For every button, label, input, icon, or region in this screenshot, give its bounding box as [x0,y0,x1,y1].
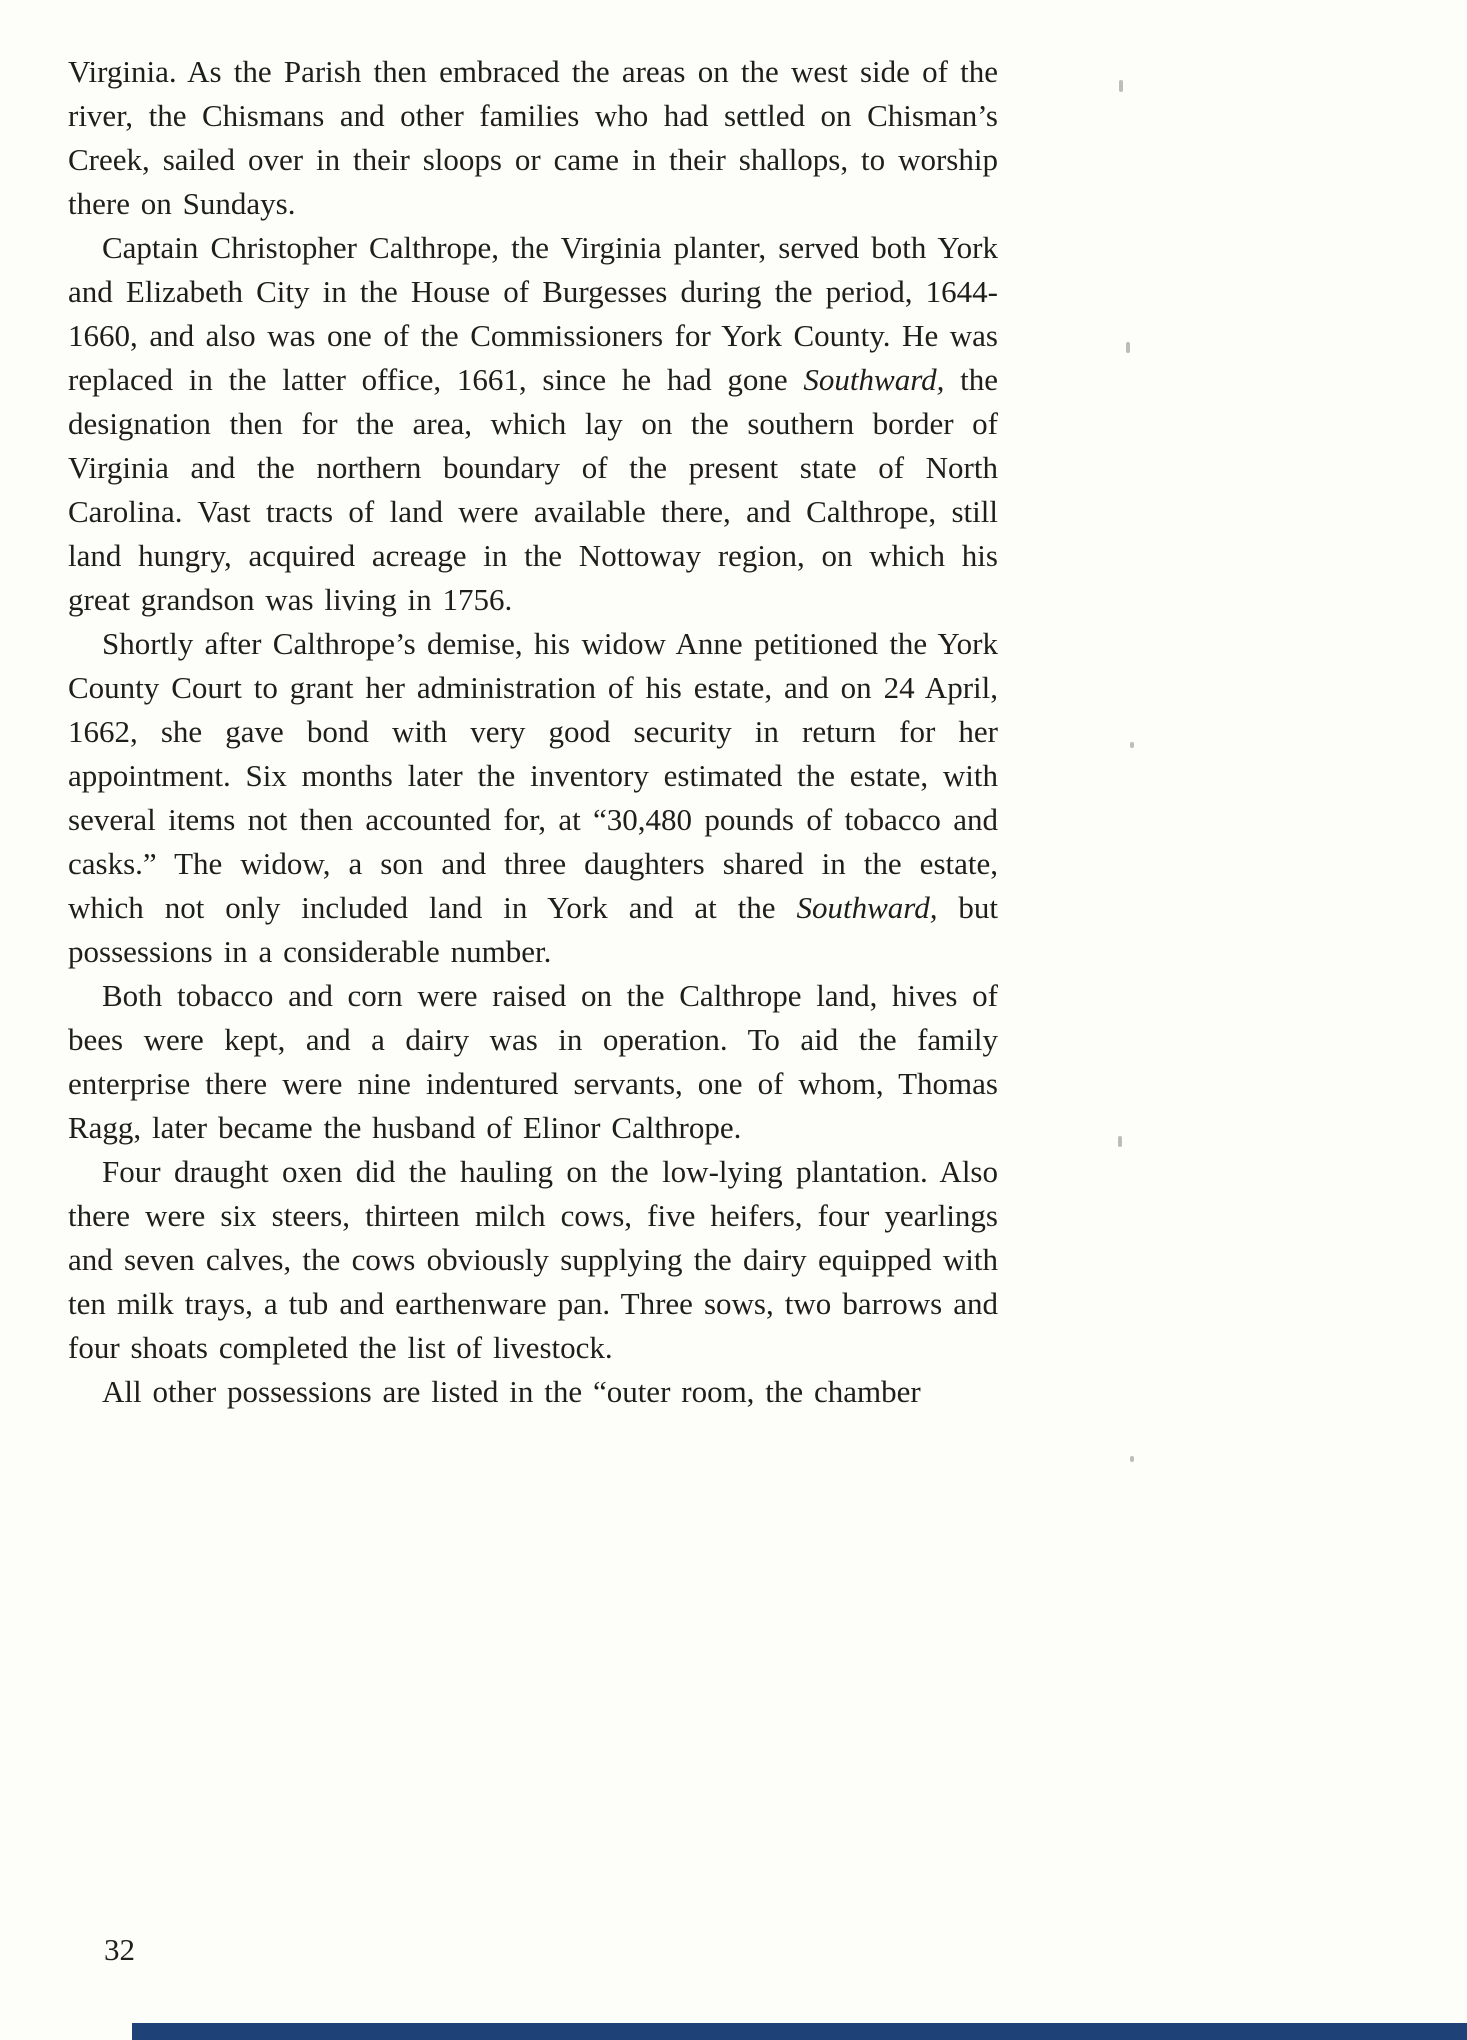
scan-edge-band [132,2023,1467,2040]
text-run: Captain Christopher Calthrope, the Virginia planter, served both York and Elizabeth City in the House of Burgesses during the period, 1644-1660, and also was one of the Commissioners for York County. He was replaced in the latter office, 1661, since he had gone [68,230,998,397]
paragraph [68,622,998,974]
text-run: Four draught oxen did the hauling on the low-lying plantation. Also there were six steers, thirteen milch cows, five heifers, four yearlings and seven calves, the cows obviously supplying the dairy equipped with ten milk trays, a tub and earthenware pan. Three sows, two barrows and four shoats completed the list of livestock. [68,1154,998,1365]
text-run: Both tobacco and corn were raised on the Calthrope land, hives of bees were kept, and a dairy was in operation. To aid the family enterprise there were nine indentured servants, one of whom, Thomas Ragg, later became the husband of Elinor Calthrope. [68,978,998,1145]
scan-speck [1130,1456,1134,1462]
paragraph [68,974,998,1150]
paragraph [68,226,998,622]
scan-speck [1126,342,1130,353]
scan-speck [1130,742,1134,748]
scan-speck [1119,80,1123,92]
paragraph [68,1150,998,1370]
page-text [68,50,998,1414]
italic-text: Southward, [803,362,945,397]
paragraph [68,1370,998,1414]
paragraph [68,50,998,226]
page-number: 32 [104,1932,135,1967]
text-run: All other possessions are listed in the “outer room, the chamber [102,1374,921,1409]
text-run: but possessions in a considerable number. [68,890,998,969]
text-run: Shortly after Calthrope’s demise, his widow Anne petitioned the York County Court to grant her administration of his estate, and on 24 April, 1662, she gave bond with very good security in return for her appointment. Six months later the inventory estimated the estate, with several items not then accounted for, at “30,480 pounds of tobacco and casks.” The widow, a son and three daughters shared in the estate, which not only included land in York and at the [68,626,998,925]
text-run: Virginia. As the Parish then embraced the areas on the west side of the river, the Chismans and other families who had settled on Chisman’s Creek, sailed over in their sloops or came in their shallops, to worship there on Sundays. [68,54,998,221]
scan-speck [1118,1136,1122,1147]
text-run: the designation then for the area, which lay on the southern border of Virginia and the northern boundary of the present state of North Carolina. Vast tracts of land were available there, and Calthrope, still land hungry, acquired acreage in the Nottoway region, on which his great grandson was living in 1756. [68,362,998,617]
italic-text: Southward, [796,890,938,925]
